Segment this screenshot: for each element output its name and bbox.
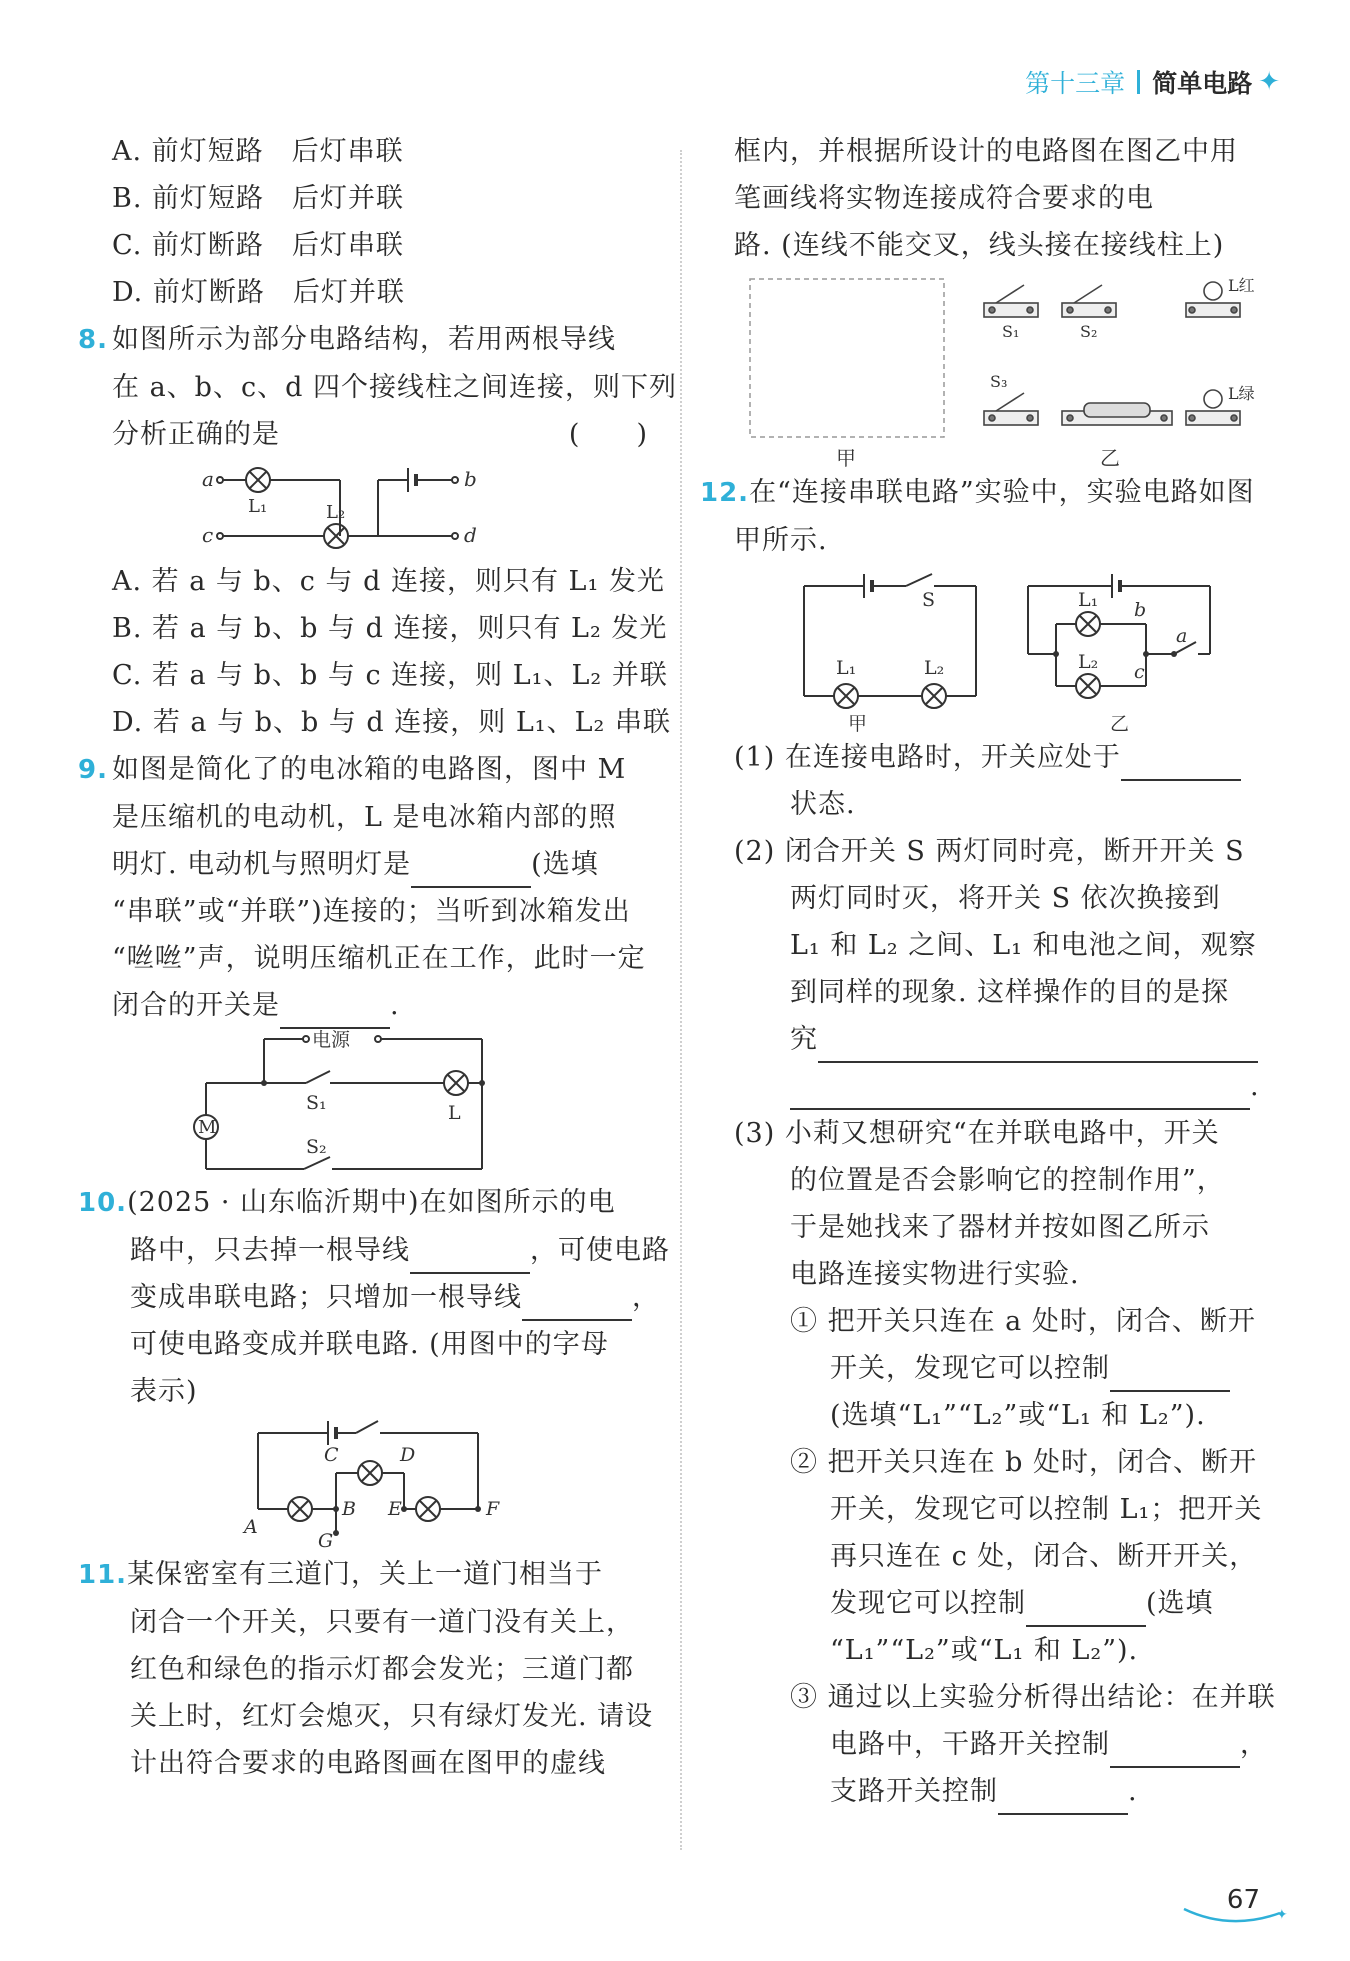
q10-label-G: G: [318, 1530, 334, 1551]
q12-p3-1: (3) 小莉又想研究“在并联电路中，开关: [734, 1118, 1220, 1149]
q7-option-c: C. 前灯断路 后灯串联: [112, 230, 404, 261]
q12-sub1-b: 开关，发现它可以控制: [830, 1353, 1110, 1384]
q12-sub3-a: ③ 通过以上实验分析得出结论：在并联: [790, 1682, 1276, 1713]
chapter-label: 第十三章: [1025, 69, 1126, 98]
q8-text-2: 在 a、b、c、d 四个接线柱之间连接，则下列: [112, 372, 677, 403]
q9-label-M: M: [198, 1117, 217, 1138]
q12-sub2-e: (选填: [1146, 1588, 1214, 1619]
q12-sub3-b: 电路中，干路开关控制: [830, 1729, 1110, 1760]
q12-label-yi: 乙: [1110, 713, 1130, 734]
q8-label-L2: L₂: [326, 502, 346, 523]
q12-p2-4: 到同样的现象. 这样操作的目的是探: [790, 977, 1230, 1008]
q12-sub2-b: 开关，发现它可以控制 L₁；把开关: [830, 1494, 1263, 1525]
q8-option-c: C. 若 a 与 b、b 与 c 连接，则 L₁、L₂ 并联: [112, 660, 668, 691]
q10-text-1: (2025 · 山东临沂期中)在如图所示的电: [127, 1187, 616, 1218]
q12-label-b: b: [1134, 599, 1147, 621]
q8-text-3: 分析正确的是: [112, 419, 280, 450]
question-9: [78, 746, 668, 1179]
q12-sub2-d: 发现它可以控制: [830, 1588, 1026, 1619]
q12-p1b: 状态.: [790, 789, 856, 820]
q12-blank-2b[interactable]: [790, 1074, 1250, 1110]
q12-sub2-f: “L₁”“L₂”或“L₁ 和 L₂”).: [830, 1635, 1139, 1666]
q12-label-L1-yi: L₁: [1078, 589, 1099, 611]
q12-label-S: S: [922, 589, 936, 611]
question-12: [700, 469, 1282, 1815]
q11-label-S1: S₁: [1002, 322, 1020, 341]
q12-label-L2-jia: L₂: [924, 657, 945, 679]
q11-text-4: 关上时，红灯会熄灭，只有绿灯发光. 请设: [130, 1701, 654, 1732]
q10-number: 10.: [78, 1188, 128, 1218]
q12-sub3-d: 支路开关控制: [830, 1776, 998, 1807]
q9-text-6a: 闭合的开关是: [112, 990, 280, 1021]
question-8: [78, 316, 677, 746]
q12-p2-end: 究: [790, 1024, 818, 1055]
q11-label-jia: 甲: [836, 446, 856, 469]
q8-label-L1: L₁: [248, 496, 268, 517]
q8-option-b: B. 若 a 与 b、b 与 d 连接，则只有 L₂ 发光: [112, 613, 668, 644]
q11-text-5: 计出符合要求的电路图画在图甲的虚线: [130, 1748, 606, 1779]
q8-label-a: a: [202, 467, 214, 491]
q8-circuit-figure: [78, 458, 668, 558]
q12-blank-5[interactable]: [1110, 1732, 1240, 1768]
q11-label-Lred: L红: [1228, 276, 1255, 295]
question-11: [78, 1551, 668, 1787]
q9-text-6b: .: [390, 990, 400, 1021]
q10-text-4: 可使电路变成并联电路. (用图中的字母: [130, 1329, 609, 1360]
q10-label-F: F: [486, 1498, 500, 1520]
svg-text:✦: ✦: [1276, 1907, 1288, 1923]
q12-text-2: 甲所示.: [734, 525, 828, 556]
question-10: [78, 1179, 668, 1551]
q9-label-L: L: [448, 1102, 461, 1124]
q11-label-Lgreen: L绿: [1228, 384, 1255, 403]
q11-label-yi: 乙: [1100, 446, 1120, 469]
q12-label-L2-yi: L₂: [1078, 651, 1099, 673]
q12-label-jia: 甲: [848, 713, 868, 734]
q12-blank-6[interactable]: [998, 1779, 1128, 1815]
sparkle-icon: ✦: [1258, 67, 1280, 97]
q10-label-A: A: [244, 1516, 258, 1538]
q11-label-S2: S₂: [1080, 322, 1098, 341]
q11-cont-3: 路. (连线不能交叉，线头接在接线柱上): [734, 230, 1225, 261]
q12-p1a: (1) 在连接电路时，开关应处于: [734, 742, 1121, 773]
column-divider: [680, 150, 682, 1850]
q10-text-5: 表示): [130, 1376, 198, 1407]
q7-options: [78, 128, 668, 316]
q11-figure: [700, 269, 1282, 469]
q10-label-D: D: [400, 1444, 416, 1466]
q9-text-3a: 明灯. 电动机与照明灯是: [112, 849, 412, 880]
q7-option-b: B. 前灯短路 后灯并联: [112, 183, 405, 214]
q11-cont-2: 笔画线将实物连接成符合要求的电: [734, 183, 1154, 214]
left-column: [78, 128, 677, 1787]
q12-sub3-e: .: [1128, 1776, 1138, 1807]
q12-p3-2: 的位置是否会影响它的控制作用”，: [790, 1165, 1225, 1196]
q10-text-2b: ，可使电路: [530, 1235, 670, 1266]
page-header: [1025, 62, 1280, 102]
q11-text-2: 闭合一个开关，只要有一道门没有关上，: [130, 1607, 634, 1638]
q9-text-3b: (选填: [531, 849, 599, 880]
q12-label-a: a: [1176, 625, 1188, 647]
q9-text-5: “咝咝”声，说明压缩机正在工作，此时一定: [112, 943, 646, 974]
q8-number: 8.: [78, 325, 108, 355]
q9-label-power: 电源: [312, 1029, 351, 1051]
page-number: 67: [1226, 1885, 1260, 1915]
q9-blank-1[interactable]: [411, 852, 531, 888]
q10-label-C: C: [324, 1444, 339, 1466]
q10-label-B: B: [342, 1498, 356, 1520]
q12-number: 12.: [700, 478, 750, 508]
q12-sub2-a: ② 把开关只连在 b 处时，闭合、断开: [790, 1447, 1258, 1478]
q8-option-d: D. 若 a 与 b、b 与 d 连接，则 L₁、L₂ 串联: [112, 707, 671, 738]
q9-text-2: 是压缩机的电动机，L 是电冰箱内部的照: [112, 802, 617, 833]
q11-text-3: 红色和绿色的指示灯都会发光；三道门都: [130, 1654, 634, 1685]
q10-blank-2[interactable]: [522, 1285, 632, 1321]
q12-p2-2: 两灯同时灭，将开关 S 依次换接到: [790, 883, 1221, 914]
q8-text-1: 如图所示为部分电路结构，若用两根导线: [112, 324, 616, 355]
page-swoosh-icon: [1180, 1901, 1290, 1931]
q12-p2-3: L₁ 和 L₂ 之间、L₁ 和电池之间，观察: [790, 930, 1257, 961]
dashed-drawing-box[interactable]: [750, 279, 944, 437]
q12-sub2-c: 再只连在 c 处，闭合、断开开关，: [830, 1541, 1258, 1572]
q10-text-3a: 变成串联电路；只增加一根导线: [130, 1282, 522, 1313]
q7-option-d: D. 前灯断路 后灯并联: [112, 277, 405, 308]
right-column: [700, 128, 1282, 1815]
q8-option-a: A. 若 a 与 b、c 与 d 连接，则只有 L₁ 发光: [112, 566, 665, 597]
q12-p2-1: (2) 闭合开关 S 两灯同时亮，断开开关 S: [734, 836, 1245, 867]
q12-p2-dot: .: [1250, 1071, 1260, 1102]
question-11-continued: [700, 128, 1282, 469]
q11-label-S3: S₃: [990, 372, 1008, 391]
q12-text-1: 在“连接串联电路”实验中，实验电路如图: [749, 477, 1255, 508]
q11-number: 11.: [78, 1560, 128, 1590]
q9-label-S1: S₁: [306, 1092, 327, 1114]
q9-text-4: “串联”或“并联”)连接的；当听到冰箱发出: [112, 896, 631, 927]
q12-p3-4: 电路连接实物进行实验.: [790, 1259, 1080, 1290]
q11-cont-1: 框内，并根据所设计的电路图在图乙中用: [734, 136, 1238, 167]
q12-sub1-a: ① 把开关只连在 a 处时，闭合、断开: [790, 1306, 1256, 1337]
q9-circuit-figure: [78, 1029, 668, 1179]
q9-label-S2: S₂: [306, 1136, 327, 1158]
q12-circuit-figure: [700, 564, 1282, 734]
q8-label-d: d: [464, 523, 477, 547]
q8-label-b: b: [464, 467, 477, 491]
q9-blank-2[interactable]: [280, 993, 390, 1029]
q10-text-2a: 路中，只去掉一根导线: [130, 1235, 410, 1266]
chapter-title: 简单电路: [1152, 69, 1253, 98]
q10-circuit-figure: [78, 1415, 668, 1551]
q9-text-1: 如图是简化了的电冰箱的电路图，图中 M: [112, 754, 627, 785]
q11-text-1: 某保密室有三道门，关上一道门相当于: [127, 1559, 604, 1590]
q12-sub1-c: (选填“L₁”“L₂”或“L₁ 和 L₂”).: [830, 1400, 1206, 1431]
q12-blank-4[interactable]: [1026, 1591, 1146, 1627]
q7-option-a: A. 前灯短路 后灯串联: [112, 136, 404, 167]
q12-blank-1[interactable]: [1121, 745, 1241, 781]
header-separator: [1137, 70, 1140, 94]
q8-answer-paren: ( ): [568, 419, 648, 450]
q12-label-L1-jia: L₁: [836, 657, 857, 679]
q8-label-c: c: [202, 523, 214, 547]
q12-blank-3[interactable]: [1110, 1356, 1230, 1392]
q10-blank-1[interactable]: [410, 1238, 530, 1274]
q9-number: 9.: [78, 755, 108, 785]
q10-label-E: E: [388, 1498, 402, 1520]
q12-label-c: c: [1134, 661, 1145, 683]
q12-p3-3: 于是她找来了器材并按如图乙所示: [790, 1212, 1210, 1243]
q12-sub3-c: ，: [1240, 1729, 1268, 1760]
q10-text-3b: ，: [632, 1282, 660, 1313]
q12-blank-2a[interactable]: [818, 1027, 1258, 1063]
